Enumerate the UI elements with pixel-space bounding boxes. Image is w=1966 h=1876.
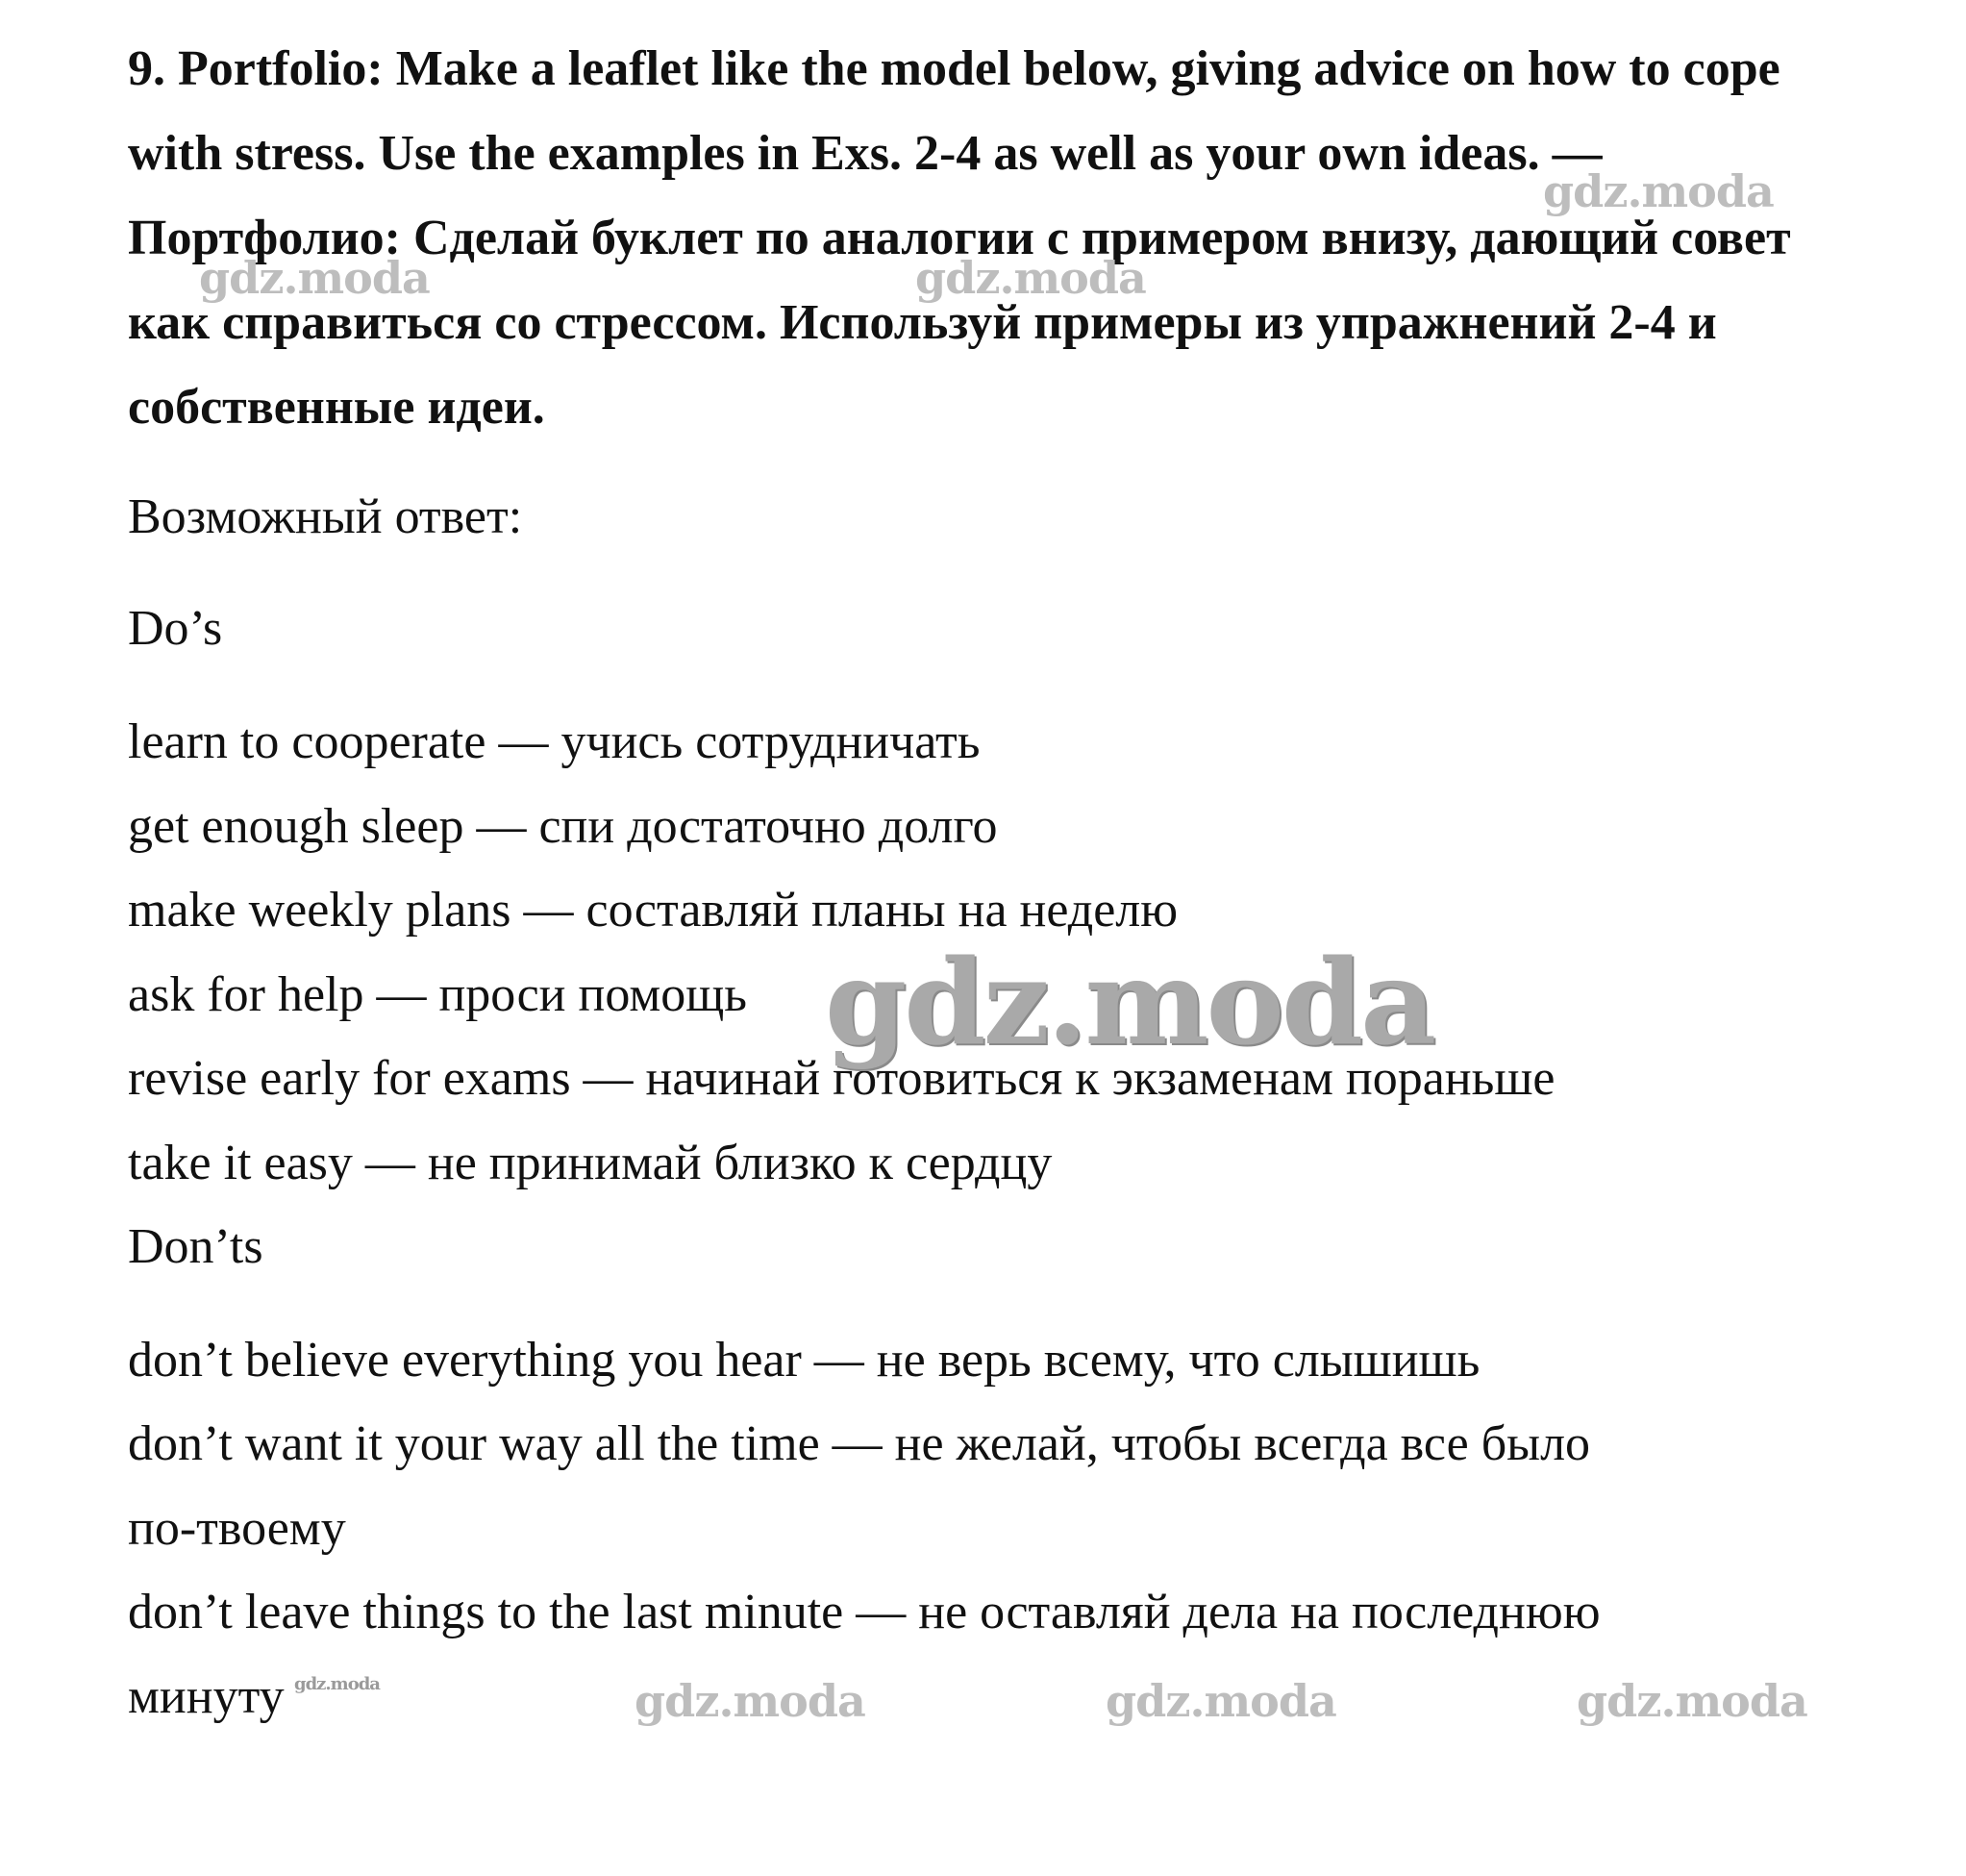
watermark: gdz.moda [635, 1675, 865, 1727]
list-item: don’t want it your way all the time — не желай, чтобы всегда все было [128, 1416, 1591, 1471]
list-item-continuation: минуту [128, 1669, 285, 1724]
watermark: gdz.moda [825, 933, 1434, 1071]
answer-label: Возможный ответ: [128, 489, 523, 544]
watermark: gdz.moda [915, 252, 1146, 304]
list-item: revise early for exams — начинай готовиться к экзаменам пораньше [128, 1051, 1555, 1106]
watermark: gdz.moda [199, 252, 430, 304]
watermark: gdz.moda [294, 1674, 380, 1694]
list-item-continuation: по-твоему [128, 1501, 346, 1556]
list-item: ask for help — проси помощь [128, 967, 748, 1022]
list-item: learn to cooperate — учись сотрудничать [128, 714, 981, 769]
list-item: don’t leave things to the last minute — не оставляй дела на последнюю [128, 1585, 1601, 1639]
list-item: make weekly plans — составляй планы на неделю [128, 883, 1179, 938]
dos-title: Do’s [128, 601, 223, 656]
task-heading: 9. Portfolio: Make a leaflet like the model below, giving advice on how to cope with stress. Use the examples in Exs. 2-4 as well as your own ideas. — Портфолио: Сделай буклет по аналогии с примером внизу, дающий совет как справиться со стрессом. Используй примеры из упражнений 2-4 и собственные идеи. [128, 41, 1791, 435]
watermark: gdz.moda [1543, 165, 1774, 217]
donts-title: Don’ts [128, 1219, 263, 1274]
watermark: gdz.moda [1577, 1675, 1807, 1727]
list-item: get enough sleep — спи достаточно долго [128, 799, 998, 854]
watermark: gdz.moda [1106, 1675, 1336, 1727]
list-item: take it easy — не принимай близко к сердцу [128, 1136, 1053, 1190]
list-item: don’t believe everything you hear — не верь всему, что слышишь [128, 1333, 1481, 1388]
